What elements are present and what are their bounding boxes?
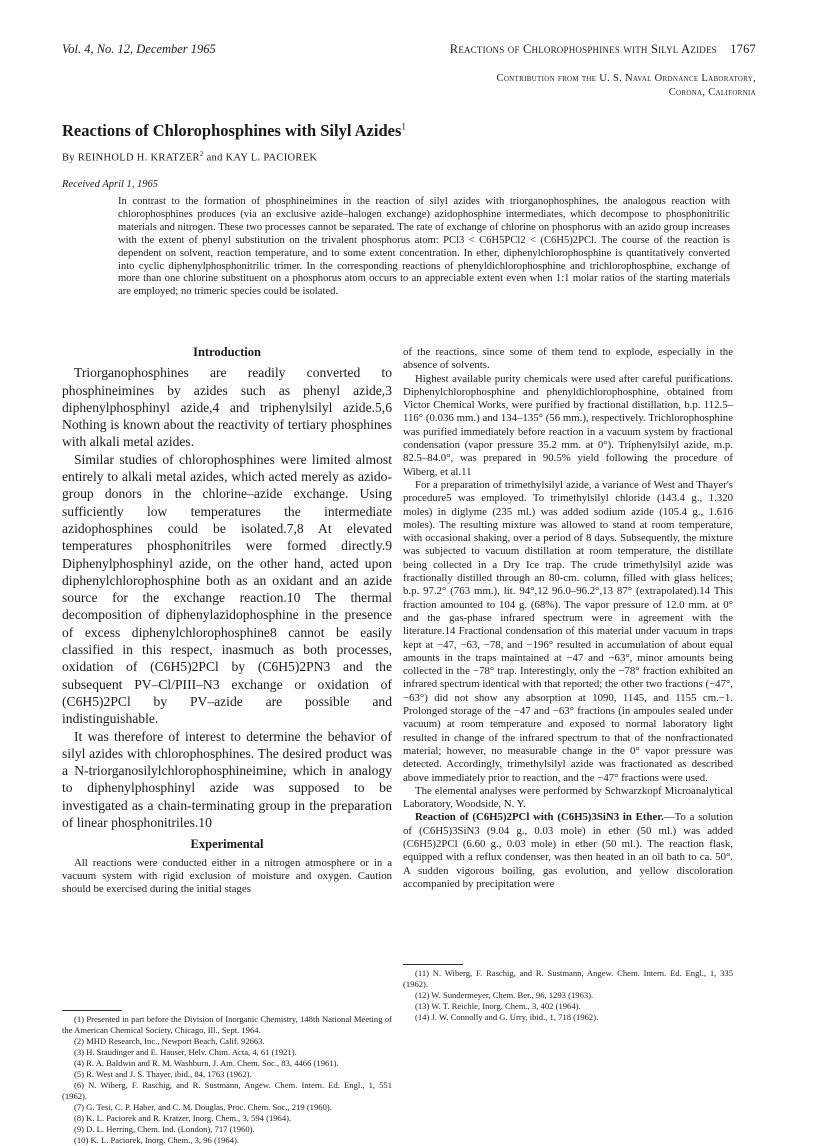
footnote-1: (1) Presented in part before the Division of Inorganic Chemistry, 148th National Meeting of the American Chemical Society, Chicago, Ill., Sept. 1964. — [62, 1014, 392, 1035]
footnote-11: (11) N. Wiberg, F. Raschig, and R. Sustmann, Angew. Chem. Intern. Ed. Engl., 1, 335 (1962). — [403, 968, 733, 989]
footnote-list — [403, 968, 733, 1023]
footnote-14: (14) J. W. Connolly and G. Urry, ibid., 1, 718 (1962). — [415, 1012, 599, 1022]
abstract: In contrast to the formation of phosphineimines in the reaction of silyl azides with triorganophosphines, the analogous reaction with chlorophosphines produces (via an exclusive azide–halogen exchange) azidophosphine intermediates, which decompose to phosphonitrilic materials and nitrogen. These two processes cannot be separated. The rate of exchange of chlorine on phosphorus with an azido group increases with the extent of phenyl substitution on the trivalent phosphorus atom: PCl3 < C6H5PCl2 < (C6H5)2PCl. The course of the reaction is dependent on solvent, reaction temperature, and to some extent concentration. In ether, diphenylchlorophosphine is quantitatively converted into cyclic diphenylphosphonitrilic trimer. In the corresponding reactions of phenyldichlorophosphine and trichlorophosphine, exchange of more than one chlorine substituent on a phosphorus atom occurs to an appreciable extent even when 1:1 molar ratios of the starting materials are employed; no trimeric species could be isolated. — [118, 196, 730, 298]
left-footnotes — [62, 1004, 392, 1146]
introduction-body — [62, 364, 392, 831]
intro-paragraph-1: Triorganophosphines are readily converted to phosphineimines by azides such as phenyl azide,3 diphenylphosphinyl azide,4 and triphenylsilyl azide.5,6 Nothing is known about the reactivity of tertiary phosphines with alkali metal azides. — [62, 365, 392, 450]
right-body — [403, 346, 733, 891]
footnote-12: (12) W. Sundermeyer, Chem. Ber., 96, 1293 (1963). — [415, 990, 594, 1000]
footnote-7: (7) G. Tesi, C. P. Haber, and C. M. Douglas, Proc. Chem. Soc., 219 (1960). — [74, 1102, 332, 1112]
right-paragraph-4: The elemental analyses were performed by Schwarzkopf Microanalytical Laboratory, Woodside, N. Y. — [403, 784, 733, 811]
received-date: Received April 1, 1965 — [62, 179, 159, 190]
title-footnote-mark: 1 — [401, 121, 406, 132]
intro-paragraph-2: Similar studies of chlorophosphines were limited almost entirely to alkali metal azides, which acted merely as azido-group donors in the chlorine–azide exchange. Using sufficiently low temperatures the intermediate azidophosphines could be isolated.7,8 At elevated temperatures phosphonitriles were formed directly.9 Diphenylphosphinyl azide, on the other hand, acted upon diphenylchlorophosphine both as an oxidant and an azide source for the exchange reaction.10 The thermal decomposition of diphenylazidophosphine in the presence of excess diphenylchlorophosphine8 cannot be easily classified in this respect, inasmuch as both processes, oxidation of (C6H5)2PCl by (C6H5)2PN3 and the subsequent PV–Cl/PIII–N3 exchange or oxidation of (C6H5)2PCl by PV–azide are possible and indistinguishable. — [62, 451, 392, 727]
right-paragraph-3: For a preparation of trimethylsilyl azide, a variance of West and Thayer's procedure5 was employed. To trimethylsilyl chloride (143.4 g., 1.320 moles) in diglyme (235 ml.) was added sodium azide (105.4 g., 1.616 moles). The resulting mixture was allowed to stand at room temperature, with occasional shaking, over a period of 8 days. Subsequently, the mixture was subjected to vacuum distillation at room temperature, the distillate being collected in a Dry Ice trap. The crude trimethylsilyl azide was fractionally distilled through an 80-cm. column, filled with glass helices; b.p. 97.2° (763 mm.), lit. 94°,12 96.0–96.2°,13 87° (extrapolated).14 This fraction amounted to 104 g. (68%). The vapor pressure of 12.0 mm. at 0° and the gas-phase infrared spectrum were in agreement with the literature.14 Fractional condensation of this material under vacuum in traps kept at −47, −63, −78, and −196° resulted in accumulation of about equal amounts in the traps maintained at −47 and −63°, minor amounts being collected in the −78° trap. Interestingly, only the −78° fraction exhibited an infrared spectrum identical with that reported; the other two fractions (−47°, −63°) did not show any absorption at 1090, 1145, and 1155 cm.−1. Prolonged storage of the −47 and −63° fractions (in ampoules sealed under vacuum) at room temperature and exposed to normal laboratory light resulted in change of the infrared spectrum to that of the nonfractionated material; however, no measurable change in the 0° vapor pressure was detected. Accordingly, trimethylsilyl azide was fractionated as described above immediately prior to reaction, and the −47° fractions were used. — [403, 478, 733, 784]
reaction-text: —To a solution of (C6H5)3SiN3 (9.04 g., 0.03 mole) in ether (50 ml.) was added (C6H5)2PCl (6.60 g., 0.03 mole) in ether (50 ml.). The reaction flask, equipped with a reflux condenser, was then heated in an oil bath to ca. 50°. A sudden vigorous boiling, gas evolution, and yellow discoloration accompanied by precipitation were — [403, 811, 733, 890]
footnote-rule — [62, 1010, 122, 1011]
right-column — [403, 346, 733, 1022]
right-paragraph-5 — [403, 811, 733, 891]
footnote-4: (4) R. A. Baldwin and R. M. Washburn, J. Am. Chem. Soc., 83, 4466 (1961). — [74, 1058, 339, 1068]
contribution-note — [256, 72, 756, 100]
footnote-list — [62, 1014, 392, 1146]
running-title: Reactions of Chlorophosphines with Silyl Azides — [449, 42, 717, 56]
experimental-heading: Experimental — [190, 837, 264, 852]
byline-first: By REINHOLD H. KRATZER — [62, 152, 200, 164]
volume-info: Vol. 4, No. 12, December 1965 — [62, 42, 216, 56]
reaction-subheading: Reaction of (C6H5)2PCl with (C6H5)3SiN3 in Ether. — [415, 811, 664, 824]
running-header — [62, 42, 756, 58]
footnote-8: (8) K. L. Paciorek and R. Kratzer, Inorg. Chem., 3, 594 (1964). — [74, 1113, 292, 1123]
left-column — [62, 345, 392, 1145]
contribution-line-1: Contribution from the U. S. Naval Ordnance Laboratory, — [496, 73, 756, 84]
footnote-13: (13) W. T. Reichle, Inorg. Chem., 3, 402 (1964). — [415, 1001, 581, 1011]
footnote-5: (5) R. West and J. S. Thayer, ibid., 84, 1763 (1962). — [74, 1069, 252, 1079]
footnote-2: (2) MHD Research, Inc., Newport Beach, Calif. 92663. — [74, 1036, 265, 1046]
footnote-3: (3) H. Staudinger and E. Hauser, Helv. Chim. Acta, 4, 61 (1921). — [74, 1047, 297, 1057]
right-paragraph-1: of the reactions, since some of them tend to explode, especially in the absence of solvents. — [403, 346, 733, 372]
right-paragraph-2: Highest available purity chemicals were used after careful purifications. Diphenylchlorophosphine and phenyldichlorophosphine, obtained from Victor Chemical Works, were purified by fractional distillation, b.p. 112.5–116° (0.036 mm.) and 134–135° (56 mm.), respectively. Trichlorophosphine was purified immediately before reaction in a vacuum system by fractional condensation (vapor pressure 35.2 mm. at 0°). Triphenylsilyl azide, m.p. 82.5–84.0°, was prepared in 90.5% yield following the procedure of Wiberg, et al.11 — [403, 372, 733, 478]
intro-paragraph-3: It was therefore of interest to determine the behavior of silyl azides with chlorophosphines. The desired product was a N-triorganosilylchlorophosphineimine, which in analogy to diphenylphosphinyl azide was supposed to be investigated as a chain-terminating group in the preparation of linear phosphonitriles.10 — [62, 728, 392, 831]
byline-rest: and KAY L. PACIOREK — [203, 152, 318, 164]
experimental-body — [62, 857, 392, 897]
contribution-line-2: Corona, California — [668, 87, 756, 98]
footnote-10: (10) K. L. Paciorek, Inorg. Chem., 3, 96 (1964). — [74, 1135, 240, 1145]
byline-footnote-mark: 2 — [199, 150, 204, 158]
introduction-heading: Introduction — [193, 345, 261, 359]
page-number: 1767 — [730, 42, 756, 56]
byline — [62, 150, 752, 164]
right-footnotes — [403, 958, 733, 1023]
footnote-rule — [403, 964, 463, 965]
running-title-and-page — [450, 42, 756, 57]
footnote-6: (6) N. Wiberg, F. Raschig, and R. Sustmann, Angew. Chem. Intern. Ed. Engl., 1, 551 (1962). — [62, 1080, 392, 1101]
article-title — [62, 121, 752, 141]
experimental-paragraph-1: All reactions were conducted either in a nitrogen atmosphere or in a vacuum system with rigid exclusion of moisture and oxygen. Caution should be exercised during the initial stages — [62, 856, 392, 896]
footnote-9: (9) D. L. Herring, Chem. Ind. (London), 717 (1960). — [74, 1124, 255, 1134]
article-title-text: Reactions of Chlorophosphines with Silyl Azides — [62, 121, 402, 140]
